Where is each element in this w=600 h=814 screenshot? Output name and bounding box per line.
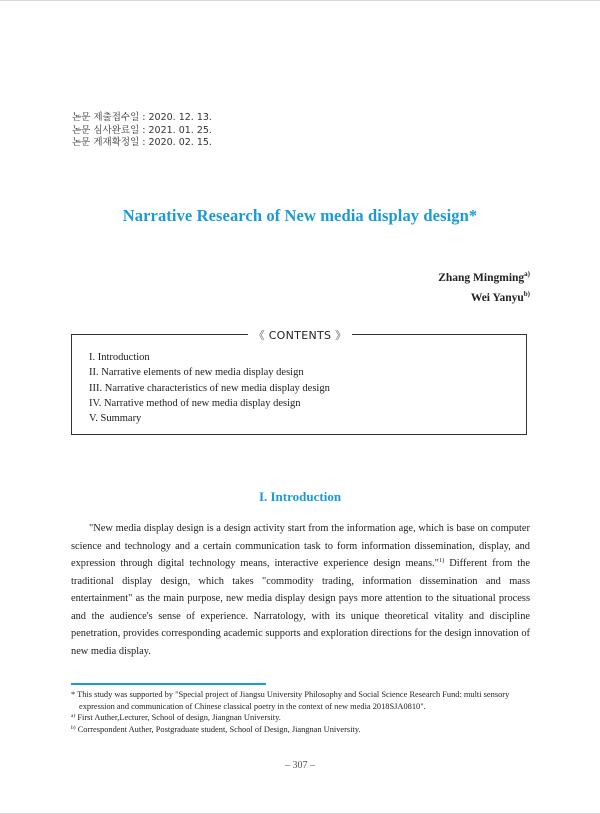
authors-block	[438, 268, 530, 308]
footnote-ref: 1)	[438, 557, 445, 564]
footnote-mark: *	[71, 690, 76, 699]
contents-heading	[72, 326, 528, 344]
author-name: Wei Yanyu	[470, 292, 524, 304]
contents-item-introduction: I. Introduction	[89, 352, 150, 363]
contents-box	[71, 329, 527, 435]
section-heading: I. Introduction	[258, 489, 342, 504]
author-mark: b)	[523, 290, 530, 298]
footnote-mark: b)	[71, 724, 76, 731]
footnote-divider	[71, 683, 266, 685]
review-date: 논문 심사완료일 : 2021. 01. 25.	[72, 124, 212, 136]
paper-title: Narrative Research of New media display design*	[122, 206, 478, 225]
acceptance-date: 논문 게재확정일 : 2020. 02. 15.	[72, 137, 212, 148]
footnote-text: Correspondent Auther, Postgraduate student, School of Design, Jiangnan University.	[77, 724, 361, 734]
submission-info	[72, 112, 212, 150]
paragraph-text-part1: "New media display design is a design activity start from the information age, which is base on computer science and technology and a certain communication task to form information dissemination, display, and expression through digital technology means, interactive experience design means."	[71, 523, 530, 569]
paragraph-text-part2: Different from the traditional display design, which takes "commodity trading, information dissemination and mass entertainment" as the main purpose, new media display design pays more attention to the situational process and the audience's sense of experience. Narratology, with its unique theoretical vitality and discipline penetration, provides corresponding academic supports and exploration directions for the design innovation of new media display.	[71, 558, 530, 657]
author-2	[438, 288, 530, 308]
contents-item-narrative-characteristics: III. Narrative characteristics of new media display design	[89, 382, 330, 394]
author-mark: a)	[524, 270, 530, 278]
contents-list	[89, 350, 330, 426]
contents-item-narrative-method: IV. Narrative method of new media display design	[89, 397, 301, 409]
footnote-text: This study was supported by "Special project of Jiangsu University Philosophy and Social Science Research Fund: multi sensory expression and communication of Chinese classical poetry in the context of new media 2018SJA0810".	[77, 690, 510, 711]
page-number: – 307 –	[285, 760, 315, 771]
footnotes	[71, 689, 535, 735]
footnote-first-author	[71, 712, 535, 724]
author-name: Zhang Mingming	[438, 272, 525, 284]
contents-item-narrative-elements: II. Narrative elements of new media display design	[89, 367, 304, 379]
author-1	[438, 268, 530, 288]
footnote-correspondent-author	[71, 724, 535, 736]
submission-date: 논문 제출접수일 : 2020. 12. 13.	[72, 112, 212, 123]
contents-heading-label: 《 CONTENTS 》	[248, 329, 353, 342]
contents-item-summary: V. Summary	[89, 413, 142, 425]
page-top-border	[0, 0, 600, 1]
footnote-funding	[71, 689, 535, 712]
footnote-text: First Auther,Lecturer, School of design, Jiangnan University.	[77, 713, 281, 723]
footnote-mark: a)	[71, 713, 76, 720]
body-paragraph	[71, 520, 530, 660]
